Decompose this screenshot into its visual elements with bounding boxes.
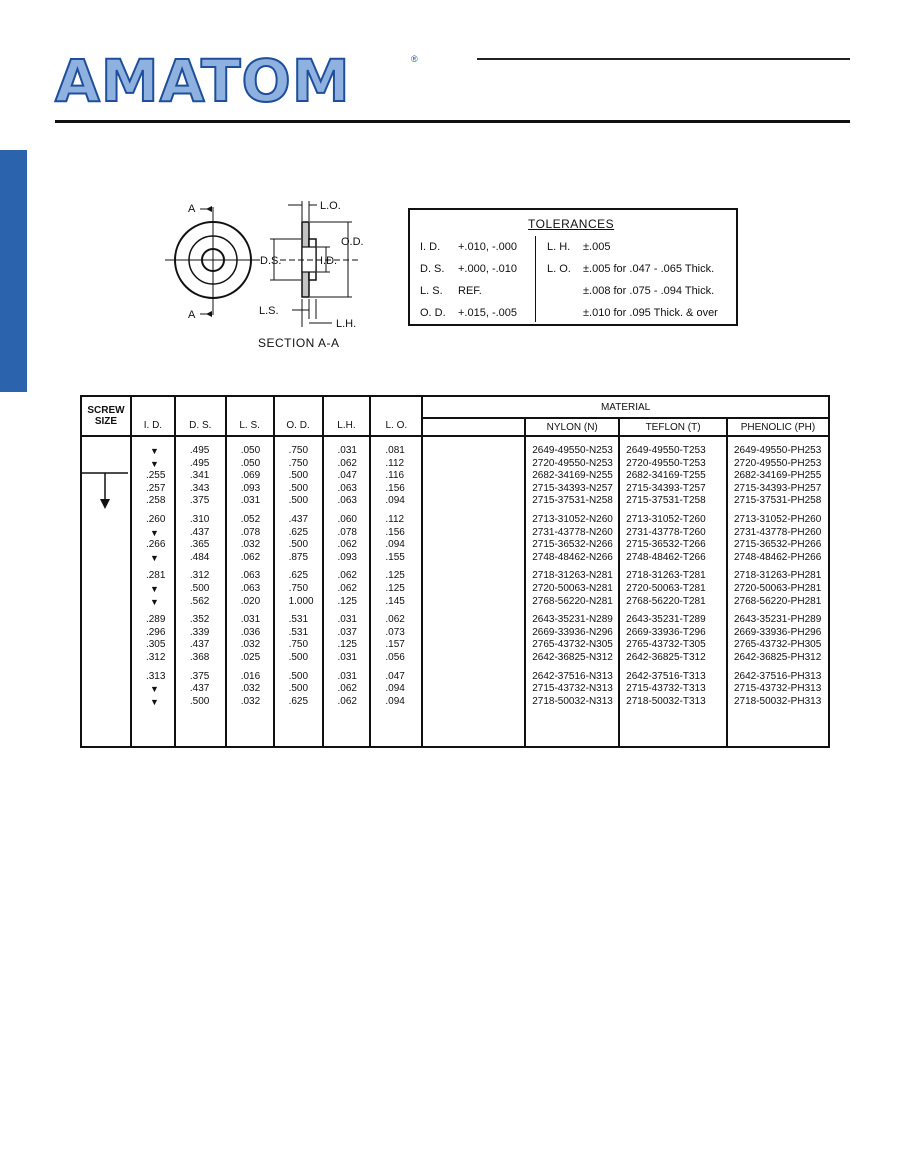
a-top-label: A (188, 203, 196, 215)
tol-value: ±.008 for .075 - .094 Thick. (583, 285, 715, 297)
header-screw-size: SCREW SIZE (81, 396, 131, 436)
ds-column (175, 436, 226, 747)
top-rule (477, 58, 850, 60)
ls-column (226, 436, 274, 747)
tol-value: +.015, -.005 (458, 307, 518, 319)
tol-label: L. H. (547, 241, 571, 253)
tol-value: ±.010 for .095 Thick. & over (583, 307, 718, 319)
teflon-cell: 2642-36825-T312 (626, 651, 706, 663)
row-group (241, 514, 273, 564)
lh-cell: .031 (337, 670, 357, 682)
od-cell: .500 (288, 482, 309, 494)
nylon-cell: 2765-43732-N305 (532, 639, 613, 651)
ds-cell: .437 (189, 683, 210, 695)
nylon-cell: 2715-34393-N257 (532, 482, 613, 494)
row-group (532, 671, 618, 709)
row-group (241, 445, 273, 508)
row-group (190, 514, 225, 564)
od-cell: .625 (288, 570, 309, 582)
screw-size-cell (81, 436, 131, 747)
ls-cell: .032 (240, 695, 261, 707)
tol-label: I. D. (420, 241, 441, 253)
nylon-cell: 2715-43732-N313 (532, 683, 613, 695)
phenolic-cell: 2643-35231-PH289 (733, 614, 822, 626)
lh-cell: .063 (337, 495, 357, 507)
row-group (146, 445, 174, 508)
teflon-cell: 2715-36532-T266 (626, 539, 706, 551)
row-group (532, 614, 618, 664)
ls-cell: .032 (240, 639, 261, 651)
ds-cell: .310 (189, 513, 210, 525)
teflon-cell: 2731-43778-T260 (626, 526, 706, 538)
row-group (734, 445, 828, 508)
down-arrow-icon: ▼ (149, 446, 159, 456)
header-id: I. D. (131, 396, 175, 436)
od-cell: .500 (288, 495, 309, 507)
phenolic-cell: 2642-36825-PH312 (733, 651, 822, 663)
lo-cell: .094 (385, 495, 405, 507)
ds-cell: .437 (189, 639, 210, 651)
lh-cell: .047 (337, 470, 357, 482)
nylon-cell: 2649-49550-N253 (532, 445, 613, 456)
nylon-cell: 2718-50032-N313 (532, 695, 613, 707)
teflon-cell: 2715-43732-T313 (626, 683, 706, 695)
ds-cell: .312 (189, 570, 210, 582)
nylon-cell: 2669-33936-N296 (532, 626, 613, 638)
lh-cell: .031 (337, 651, 357, 663)
section-label: SECTION A-A (258, 336, 340, 350)
lo-cell: .047 (385, 670, 405, 682)
ls-cell: .032 (240, 539, 261, 551)
down-arrow-icon: ▼ (149, 552, 159, 563)
od-cell: .531 (288, 614, 309, 626)
row-group (626, 671, 726, 709)
tol-label: L. S. (420, 285, 443, 297)
tolerances-box (408, 208, 738, 326)
tolerances-title: TOLERANCES (528, 217, 615, 231)
row-group (146, 514, 174, 564)
row-group (289, 514, 322, 564)
tol-value: ±.005 (583, 241, 611, 253)
ds-cell: .365 (189, 539, 210, 551)
nylon-cell: 2715-37531-N258 (532, 495, 613, 507)
id-cell: .312 (145, 651, 166, 663)
lo-cell: .116 (385, 470, 405, 482)
washer-diagram (160, 195, 390, 355)
ls-cell: .016 (240, 670, 261, 682)
down-arrow-icon: ▼ (149, 684, 159, 695)
od-cell: .500 (288, 470, 309, 482)
phenolic-cell: 2720-49550-PH253 (733, 457, 822, 469)
row-group (146, 671, 174, 709)
down-arrow-icon: ▼ (149, 596, 159, 607)
nylon-cell: 2642-37516-N313 (532, 670, 613, 682)
phenolic-cell: 2720-50063-PH281 (733, 582, 822, 594)
row-group (734, 671, 828, 709)
phenolic-cell: 2715-36532-PH266 (733, 539, 822, 551)
header-ls: L. S. (226, 396, 274, 436)
lh-cell: .062 (337, 539, 357, 551)
tol-value: ±.005 for .047 - .065 Thick. (583, 263, 715, 275)
header-lo: L. O. (370, 396, 422, 436)
lo-cell: .112 (385, 513, 405, 525)
teflon-column (619, 436, 727, 747)
ds-cell: .339 (189, 626, 210, 638)
lo-label: L.O. (320, 200, 341, 212)
lo-cell: .094 (385, 695, 405, 707)
lh-cell: .125 (337, 595, 357, 607)
id-cell: .266 (145, 539, 166, 551)
teflon-cell: 2718-50032-T313 (626, 695, 706, 707)
lo-cell: .073 (385, 626, 405, 638)
lh-cell: .062 (337, 582, 357, 594)
id-column (131, 436, 175, 747)
ls-cell: .063 (240, 582, 261, 594)
ls-cell: .050 (240, 445, 261, 456)
phenolic-cell: 2642-37516-PH313 (733, 670, 822, 682)
row-group (190, 445, 225, 508)
lh-cell: .063 (337, 482, 357, 494)
row-group (338, 671, 370, 709)
ls-cell: .032 (240, 683, 261, 695)
lo-cell: .155 (385, 551, 405, 563)
ls-cell: .020 (240, 595, 261, 607)
nylon-cell: 2768-56220-N281 (532, 595, 613, 607)
row-group (190, 570, 225, 608)
header-rule (55, 120, 850, 123)
row-group (532, 570, 618, 608)
lo-cell: .094 (385, 539, 405, 551)
phenolic-cell: 2715-34393-PH257 (733, 482, 822, 494)
blank-column (422, 436, 525, 747)
phenolic-cell: 2765-43732-PH305 (733, 639, 822, 651)
ls-cell: .063 (240, 570, 261, 582)
row-group (289, 445, 322, 508)
ds-cell: .352 (189, 614, 210, 626)
row-group (532, 445, 618, 508)
row-group (734, 514, 828, 564)
row-group (626, 614, 726, 664)
washer-spec-table (80, 395, 830, 748)
teflon-cell: 2765-43732-T305 (626, 639, 706, 651)
teflon-cell: 2642-37516-T313 (626, 670, 706, 682)
lh-column (323, 436, 371, 747)
side-tab (0, 150, 27, 392)
lh-cell: .125 (337, 639, 357, 651)
od-cell: .437 (288, 513, 309, 525)
lo-cell: .125 (385, 582, 405, 594)
lh-cell: .062 (337, 683, 357, 695)
lh-cell: .078 (337, 526, 357, 538)
od-cell: .500 (288, 539, 309, 551)
row-group (734, 614, 828, 664)
tol-value: REF. (458, 285, 482, 297)
ds-cell: .343 (189, 482, 210, 494)
teflon-cell: 2643-35231-T289 (626, 614, 706, 626)
header-blank (422, 418, 525, 436)
od-cell: .750 (288, 639, 309, 651)
teflon-cell: 2669-33936-T296 (626, 626, 706, 638)
row-group (385, 570, 421, 608)
od-cell: .625 (288, 695, 309, 707)
row-group (385, 614, 421, 664)
ds-cell: .375 (189, 670, 210, 682)
phenolic-cell: 2718-31263-PH281 (733, 570, 822, 582)
teflon-cell: 2768-56220-T281 (626, 595, 706, 607)
row-group (190, 614, 225, 664)
down-arrow-icon: ▼ (149, 583, 159, 594)
ls-cell: .078 (240, 526, 261, 538)
registered-mark: ® (411, 54, 418, 64)
lo-column (370, 436, 422, 747)
lh-cell: .060 (337, 513, 357, 525)
od-cell: .750 (288, 582, 309, 594)
nylon-cell: 2642-36825-N312 (532, 651, 613, 663)
od-cell: .500 (288, 670, 309, 682)
row-group (532, 514, 618, 564)
nylon-cell: 2718-31263-N281 (532, 570, 613, 582)
lo-cell: .112 (385, 457, 405, 469)
nylon-column (525, 436, 619, 747)
lh-label: L.H. (336, 318, 357, 330)
phenolic-column (727, 436, 829, 747)
header-phenolic: PHENOLIC (PH) (727, 418, 829, 436)
nylon-cell: 2715-36532-N266 (532, 539, 613, 551)
id-cell: .296 (145, 626, 166, 638)
row-group (289, 614, 322, 664)
id-label: I.D. (320, 255, 338, 267)
ds-cell: .495 (189, 445, 210, 456)
nylon-cell: 2720-50063-N281 (532, 582, 613, 594)
phenolic-cell: 2682-34169-PH255 (733, 470, 822, 482)
ls-label: L.S. (259, 305, 279, 317)
row-group (289, 671, 322, 709)
tol-value: +.010, -.000 (458, 241, 518, 253)
row-group (626, 445, 726, 508)
row-group (338, 445, 370, 508)
lh-cell: .093 (337, 551, 357, 563)
lo-cell: .094 (385, 683, 405, 695)
teflon-cell: 2649-49550-T253 (626, 445, 706, 456)
header-ds: D. S. (175, 396, 226, 436)
teflon-cell: 2748-48462-T266 (626, 551, 706, 563)
tol-label: L. O. (547, 263, 571, 275)
row-group (385, 514, 421, 564)
ds-cell: .368 (189, 651, 210, 663)
ds-cell: .341 (189, 470, 210, 482)
od-column (274, 436, 323, 747)
phenolic-cell: 2748-48462-PH266 (733, 551, 822, 563)
a-bottom-label: A (188, 309, 196, 321)
amatom-logo: AMATOM (55, 47, 351, 115)
lo-cell: .056 (385, 651, 405, 663)
row-group (190, 671, 225, 709)
phenolic-cell: 2669-33936-PH296 (733, 626, 822, 638)
od-cell: .500 (288, 651, 309, 663)
ds-cell: .562 (189, 595, 210, 607)
od-label: O.D. (341, 236, 364, 248)
lh-cell: .062 (337, 457, 357, 469)
od-cell: 1.000 (288, 595, 314, 607)
tolerances-divider (535, 236, 536, 322)
row-group (338, 570, 370, 608)
down-arrow-icon: ▼ (149, 527, 159, 538)
od-cell: .750 (288, 445, 309, 456)
ds-cell: .484 (189, 551, 210, 563)
header-lh: L.H. (323, 396, 371, 436)
phenolic-cell: 2718-50032-PH313 (733, 695, 822, 707)
ls-cell: .031 (240, 614, 261, 626)
teflon-cell: 2713-31052-T260 (626, 513, 706, 525)
header-nylon: NYLON (N) (525, 418, 619, 436)
lo-cell: .081 (385, 445, 405, 456)
lh-cell: .037 (337, 626, 357, 638)
lh-cell: .031 (337, 614, 357, 626)
down-arrow-icon: ▼ (149, 696, 159, 707)
id-cell: .257 (145, 482, 166, 494)
lo-cell: .125 (385, 570, 405, 582)
id-cell: .258 (145, 495, 166, 507)
id-cell: .255 (145, 470, 166, 482)
id-cell: .305 (145, 639, 166, 651)
phenolic-cell: 2649-49550-PH253 (733, 445, 822, 456)
od-cell: .875 (288, 551, 309, 563)
ls-cell: .093 (240, 482, 261, 494)
od-cell: .625 (288, 526, 309, 538)
id-cell: .289 (145, 614, 166, 626)
ds-cell: .437 (189, 526, 210, 538)
ls-cell: .052 (240, 513, 261, 525)
ls-cell: .036 (240, 626, 261, 638)
lh-cell: .062 (337, 570, 357, 582)
header-material: MATERIAL (422, 396, 829, 418)
teflon-cell: 2718-31263-T281 (626, 570, 706, 582)
row-group (146, 614, 174, 664)
lo-cell: .062 (385, 614, 405, 626)
ds-cell: .500 (189, 695, 210, 707)
lo-cell: .157 (385, 639, 405, 651)
teflon-cell: 2720-50063-T281 (626, 582, 706, 594)
id-cell: .281 (145, 570, 166, 582)
ds-label: D.S. (260, 255, 282, 267)
teflon-cell: 2720-49550-T253 (626, 457, 706, 469)
lo-cell: .156 (385, 482, 405, 494)
teflon-cell: 2715-37531-T258 (626, 495, 706, 507)
tol-value: +.000, -.010 (458, 263, 518, 275)
nylon-cell: 2731-43778-N260 (532, 526, 613, 538)
row-group (734, 570, 828, 608)
tol-label: D. S. (420, 263, 445, 275)
header-teflon: TEFLON (T) (619, 418, 727, 436)
phenolic-cell: 2768-56220-PH281 (733, 595, 822, 607)
nylon-cell: 2643-35231-N289 (532, 614, 613, 626)
ds-cell: .495 (189, 457, 210, 469)
lo-cell: .156 (385, 526, 405, 538)
row-group (338, 614, 370, 664)
ds-cell: .375 (189, 495, 210, 507)
ls-cell: .025 (240, 651, 261, 663)
od-cell: .531 (288, 626, 309, 638)
row-group (626, 570, 726, 608)
ls-cell: .050 (240, 457, 261, 469)
id-cell: .260 (145, 513, 166, 525)
row-group (385, 671, 421, 709)
row-group (289, 570, 322, 608)
nylon-cell: 2713-31052-N260 (532, 513, 613, 525)
phenolic-cell: 2715-37531-PH258 (733, 495, 822, 507)
row-group (241, 671, 273, 709)
lh-cell: .031 (337, 445, 357, 456)
lo-cell: .145 (385, 595, 405, 607)
nylon-cell: 2748-48462-N266 (532, 551, 613, 563)
down-arrow-icon: ▼ (149, 458, 159, 469)
row-group (241, 570, 273, 608)
phenolic-cell: 2713-31052-PH260 (733, 513, 822, 525)
od-cell: .750 (288, 457, 309, 469)
row-group (146, 570, 174, 608)
lh-cell: .062 (337, 695, 357, 707)
ls-cell: .031 (240, 495, 261, 507)
id-cell: .313 (145, 670, 166, 682)
phenolic-cell: 2715-43732-PH313 (733, 683, 822, 695)
row-group (338, 514, 370, 564)
row-group (626, 514, 726, 564)
ls-cell: .069 (240, 470, 261, 482)
od-cell: .500 (288, 683, 309, 695)
tol-label: O. D. (420, 307, 446, 319)
header-od: O. D. (274, 396, 323, 436)
ds-cell: .500 (189, 582, 210, 594)
row-group (385, 445, 421, 508)
nylon-cell: 2682-34169-N255 (532, 470, 613, 482)
teflon-cell: 2682-34169-T255 (626, 470, 706, 482)
teflon-cell: 2715-34393-T257 (626, 482, 706, 494)
ls-cell: .062 (240, 551, 261, 563)
nylon-cell: 2720-49550-N253 (532, 457, 613, 469)
phenolic-cell: 2731-43778-PH260 (733, 526, 822, 538)
row-group (241, 614, 273, 664)
